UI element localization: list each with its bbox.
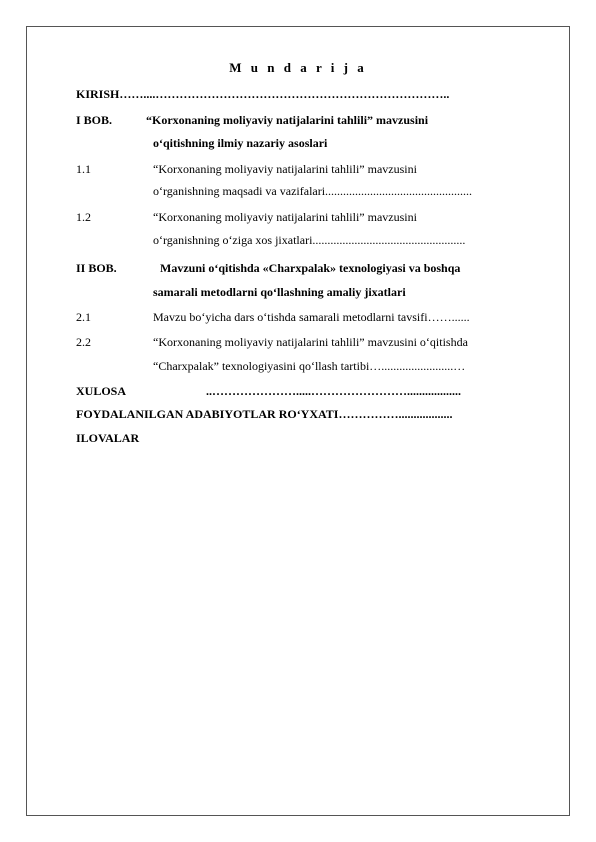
page-title: M u n d a r i j a — [229, 60, 367, 75]
toc-section-1-2-line1: “Korxonaning moliyaviy natijalarini tahlili” mavzusini — [153, 210, 417, 224]
toc-section-1-1-number: 1.1 — [76, 162, 91, 176]
toc-section-2-2-line1: “Korxonaning moliyaviy natijalarini tahlili” mavzusini o‘qitishda — [153, 335, 468, 349]
toc-bob2-title-line2: samarali metodlarni qo‘llashning amaliy jixatlari — [153, 285, 406, 299]
toc-bob2-label: II BOB. — [76, 261, 117, 275]
toc-kirish: KIRISH……....……………………………………………………………….. — [76, 87, 450, 101]
toc-section-2-2-line2: “Charxpalak” texnologiyasini qo‘llash tartibi…........................… — [153, 359, 466, 373]
toc-xulosa-label: XULOSA — [76, 384, 127, 398]
toc-ilovalar: ILOVALAR — [76, 431, 140, 445]
toc-section-1-2-number: 1.2 — [76, 210, 91, 224]
toc-section-2-1-line1: Mavzu bo‘yicha dars o‘tishda samarali metodlarni tavsifi……...... — [153, 310, 470, 324]
toc-section-1-1-line1: “Korxonaning moliyaviy natijalarini tahlili” mavzusini — [153, 162, 417, 176]
toc-bob2-title-line1: Mavzuni o‘qitishda «Charxpalak» texnologiyasi va boshqa — [160, 261, 461, 275]
toc-section-2-2-number: 2.2 — [76, 335, 91, 349]
toc-section-1-1-line2: o‘rganishning maqsadi va vazifalari................................................. — [153, 184, 473, 198]
toc-xulosa-leader: ..………………….....…………………….................. — [206, 384, 461, 398]
toc-bob1-title-line1: “Korxonaning moliyaviy natijalarini tahlili” mavzusini — [146, 113, 429, 127]
toc-section-2-1-number: 2.1 — [76, 310, 91, 324]
toc-section-1-2-line2: o‘rganishning o‘ziga xos jixatlari................................................... — [153, 233, 466, 247]
toc-bob1-title-line2: o‘qitishning ilmiy nazariy asoslari — [153, 136, 328, 150]
toc-bob1-label: I BOB. — [76, 113, 113, 127]
toc-adabiyotlar: FOYDALANILGAN ADABIYOTLAR RO‘YXATI…………….................. — [76, 407, 453, 421]
